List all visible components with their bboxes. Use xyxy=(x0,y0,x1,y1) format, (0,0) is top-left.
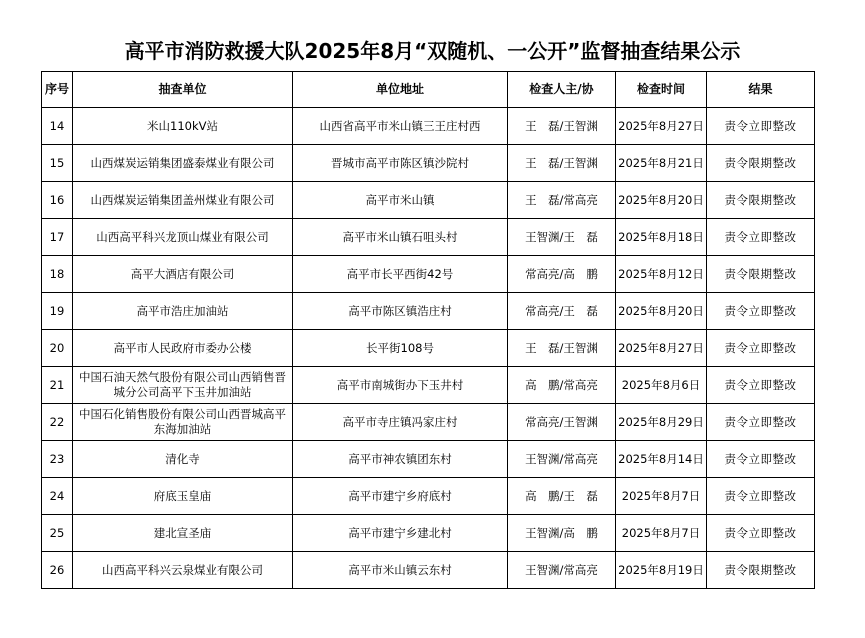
cell-inspector: 王 磊/王智渊 xyxy=(508,108,616,145)
cell-inspector: 高 鹏/王 磊 xyxy=(508,478,616,515)
cell-seq: 16 xyxy=(42,182,73,219)
cell-time: 2025年8月20日 xyxy=(616,293,707,330)
cell-time: 2025年8月21日 xyxy=(616,145,707,182)
cell-unit: 高平市浩庄加油站 xyxy=(73,293,293,330)
table-body xyxy=(42,108,815,589)
cell-address: 高平市寺庄镇冯家庄村 xyxy=(293,404,508,441)
cell-time: 2025年8月27日 xyxy=(616,330,707,367)
cell-result: 责令限期整改 xyxy=(707,552,815,589)
header-result: 结果 xyxy=(707,72,815,108)
cell-unit: 中国石油天然气股份有限公司山西销售晋城分公司高平下玉井加油站 xyxy=(73,367,293,404)
cell-address: 高平市长平西街42号 xyxy=(293,256,508,293)
table-row xyxy=(42,145,815,182)
cell-unit: 山西高平科兴云泉煤业有限公司 xyxy=(73,552,293,589)
cell-time: 2025年8月6日 xyxy=(616,367,707,404)
cell-seq: 17 xyxy=(42,219,73,256)
cell-time: 2025年8月14日 xyxy=(616,441,707,478)
table-row xyxy=(42,552,815,589)
results-table xyxy=(41,71,815,589)
cell-result: 责令立即整改 xyxy=(707,515,815,552)
cell-unit: 府底玉皇庙 xyxy=(73,478,293,515)
table-row xyxy=(42,293,815,330)
cell-result: 责令立即整改 xyxy=(707,330,815,367)
header-seq: 序号 xyxy=(42,72,73,108)
cell-inspector: 王智渊/王 磊 xyxy=(508,219,616,256)
cell-result: 责令立即整改 xyxy=(707,108,815,145)
cell-seq: 22 xyxy=(42,404,73,441)
cell-address: 高平市南城街办下玉井村 xyxy=(293,367,508,404)
table-row xyxy=(42,478,815,515)
cell-address: 高平市米山镇云东村 xyxy=(293,552,508,589)
table-row xyxy=(42,108,815,145)
cell-address: 高平市建宁乡府底村 xyxy=(293,478,508,515)
cell-unit: 高平大酒店有限公司 xyxy=(73,256,293,293)
cell-time: 2025年8月18日 xyxy=(616,219,707,256)
header-unit: 抽查单位 xyxy=(73,72,293,108)
cell-seq: 21 xyxy=(42,367,73,404)
cell-address: 高平市建宁乡建北村 xyxy=(293,515,508,552)
header-address: 单位地址 xyxy=(293,72,508,108)
table-row xyxy=(42,330,815,367)
page-title: 高平市消防救援大队2025年8月“双随机、一公开”监督抽查结果公示 xyxy=(124,39,741,63)
cell-time: 2025年8月7日 xyxy=(616,515,707,552)
cell-address: 晋城市高平市陈区镇沙院村 xyxy=(293,145,508,182)
table-header-row xyxy=(42,72,815,108)
table-row xyxy=(42,404,815,441)
header-inspector: 检查人主/协 xyxy=(508,72,616,108)
cell-result: 责令限期整改 xyxy=(707,182,815,219)
cell-time: 2025年8月12日 xyxy=(616,256,707,293)
cell-inspector: 王 磊/王智渊 xyxy=(508,145,616,182)
cell-seq: 26 xyxy=(42,552,73,589)
cell-seq: 18 xyxy=(42,256,73,293)
cell-time: 2025年8月20日 xyxy=(616,182,707,219)
cell-unit: 中国石化销售股份有限公司山西晋城高平东海加油站 xyxy=(73,404,293,441)
cell-seq: 15 xyxy=(42,145,73,182)
cell-seq: 19 xyxy=(42,293,73,330)
cell-unit: 高平市人民政府市委办公楼 xyxy=(73,330,293,367)
cell-seq: 24 xyxy=(42,478,73,515)
cell-inspector: 高 鹏/常高亮 xyxy=(508,367,616,404)
cell-seq: 25 xyxy=(42,515,73,552)
cell-result: 责令立即整改 xyxy=(707,441,815,478)
table-row xyxy=(42,367,815,404)
cell-result: 责令限期整改 xyxy=(707,256,815,293)
cell-inspector: 王智渊/常高亮 xyxy=(508,441,616,478)
cell-result: 责令限期整改 xyxy=(707,145,815,182)
table-row xyxy=(42,441,815,478)
table-row xyxy=(42,219,815,256)
cell-result: 责令立即整改 xyxy=(707,404,815,441)
cell-unit: 山西煤炭运销集团盛泰煤业有限公司 xyxy=(73,145,293,182)
cell-address: 高平市米山镇石咀头村 xyxy=(293,219,508,256)
cell-seq: 20 xyxy=(42,330,73,367)
table-row xyxy=(42,515,815,552)
cell-inspector: 王 磊/常高亮 xyxy=(508,182,616,219)
cell-time: 2025年8月19日 xyxy=(616,552,707,589)
cell-unit: 山西煤炭运销集团盖州煤业有限公司 xyxy=(73,182,293,219)
cell-address: 高平市陈区镇浩庄村 xyxy=(293,293,508,330)
cell-inspector: 常高亮/王 磊 xyxy=(508,293,616,330)
cell-inspector: 王 磊/王智渊 xyxy=(508,330,616,367)
cell-time: 2025年8月27日 xyxy=(616,108,707,145)
cell-result: 责令立即整改 xyxy=(707,478,815,515)
header-time: 检查时间 xyxy=(616,72,707,108)
cell-result: 责令立即整改 xyxy=(707,219,815,256)
cell-time: 2025年8月7日 xyxy=(616,478,707,515)
cell-seq: 23 xyxy=(42,441,73,478)
cell-unit: 建北宣圣庙 xyxy=(73,515,293,552)
table-row xyxy=(42,256,815,293)
cell-address: 高平市米山镇 xyxy=(293,182,508,219)
cell-address: 高平市神农镇团东村 xyxy=(293,441,508,478)
cell-seq: 14 xyxy=(42,108,73,145)
cell-time: 2025年8月29日 xyxy=(616,404,707,441)
cell-inspector: 王智渊/高 鹏 xyxy=(508,515,616,552)
cell-inspector: 常高亮/王智渊 xyxy=(508,404,616,441)
cell-inspector: 王智渊/常高亮 xyxy=(508,552,616,589)
cell-result: 责令立即整改 xyxy=(707,293,815,330)
cell-result: 责令立即整改 xyxy=(707,367,815,404)
cell-unit: 山西高平科兴龙顶山煤业有限公司 xyxy=(73,219,293,256)
cell-inspector: 常高亮/高 鹏 xyxy=(508,256,616,293)
table-row xyxy=(42,182,815,219)
cell-address: 山西省高平市米山镇三王庄村西 xyxy=(293,108,508,145)
cell-address: 长平街108号 xyxy=(293,330,508,367)
cell-unit: 米山110kV站 xyxy=(73,108,293,145)
cell-unit: 清化寺 xyxy=(73,441,293,478)
